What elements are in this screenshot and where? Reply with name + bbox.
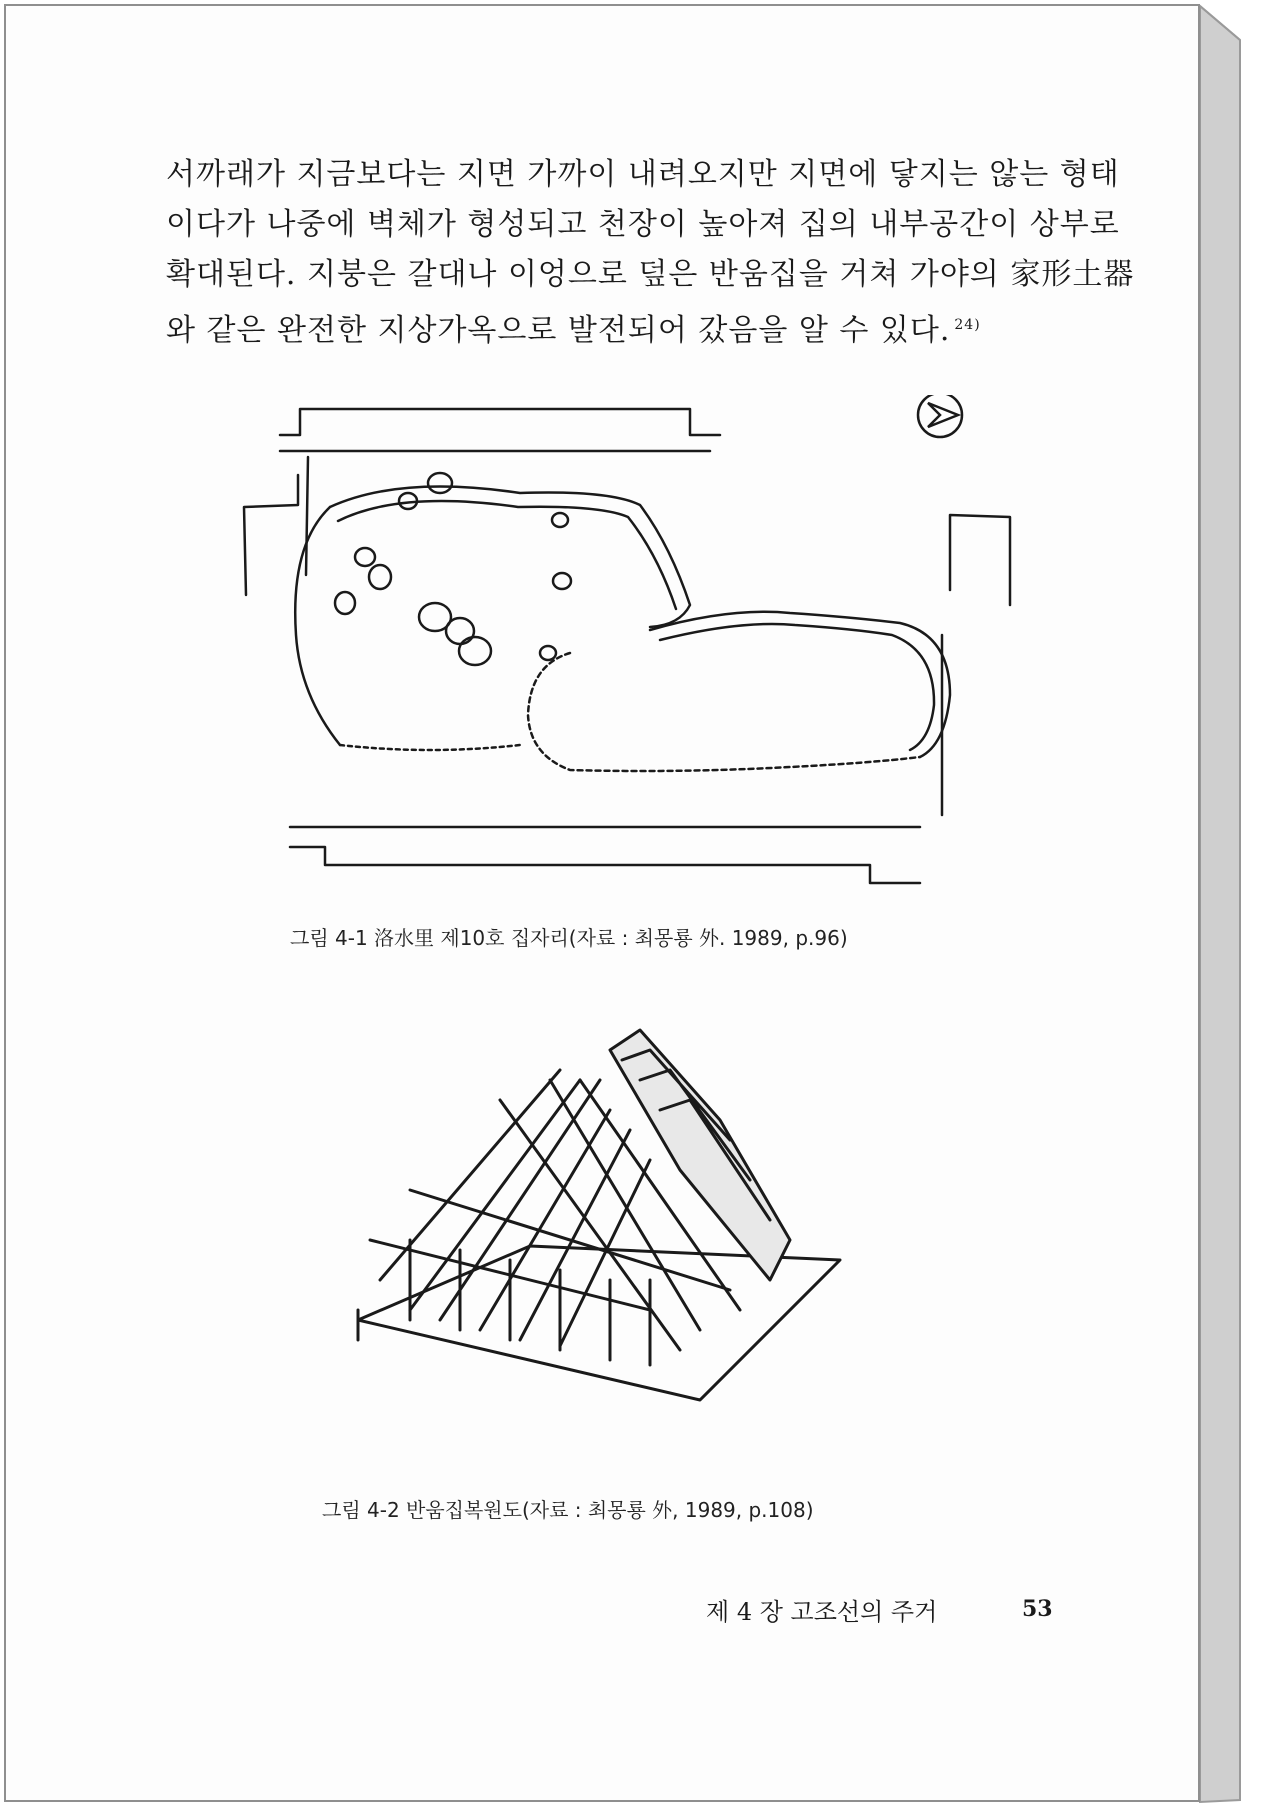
paragraph-line-4-text: 와 같은 완전한 지상가옥으로 발전되어 갔음을 알 수 있다. xyxy=(166,313,951,348)
paragraph-line-4 xyxy=(166,300,1076,356)
figure-caption-4-1: 그림 4-1 洛水里 제10호 집자리(자료 : 최몽룡 外. 1989, p.96) xyxy=(290,926,848,950)
chapter-footer: 제 4 장 고조선의 주거 xyxy=(706,1598,938,1626)
paragraph-line-1: 서까래가 지금보다는 지면 가까이 내려오지만 지면에 닿지는 않는 형태 xyxy=(166,157,1120,192)
paragraph-line-3: 확대된다. 지붕은 갈대나 이엉으로 덮은 반움집을 거쳐 가야의 家形土器 xyxy=(166,257,1135,292)
figure-caption-4-2: 그림 4-2 반움집복원도(자료 : 최몽룡 外, 1989, p.108) xyxy=(322,1498,814,1522)
figure-site-plan xyxy=(230,395,1050,895)
paragraph-line-2: 이다가 나중에 벽체가 형성되고 천장이 높아져 집의 내부공간이 상부로 xyxy=(166,207,1120,242)
figure-dwelling-reconstruction xyxy=(350,1010,870,1440)
body-paragraph xyxy=(166,150,1135,356)
page-number: 53 xyxy=(1022,1596,1053,1622)
footnote-reference: 24) xyxy=(954,317,981,333)
